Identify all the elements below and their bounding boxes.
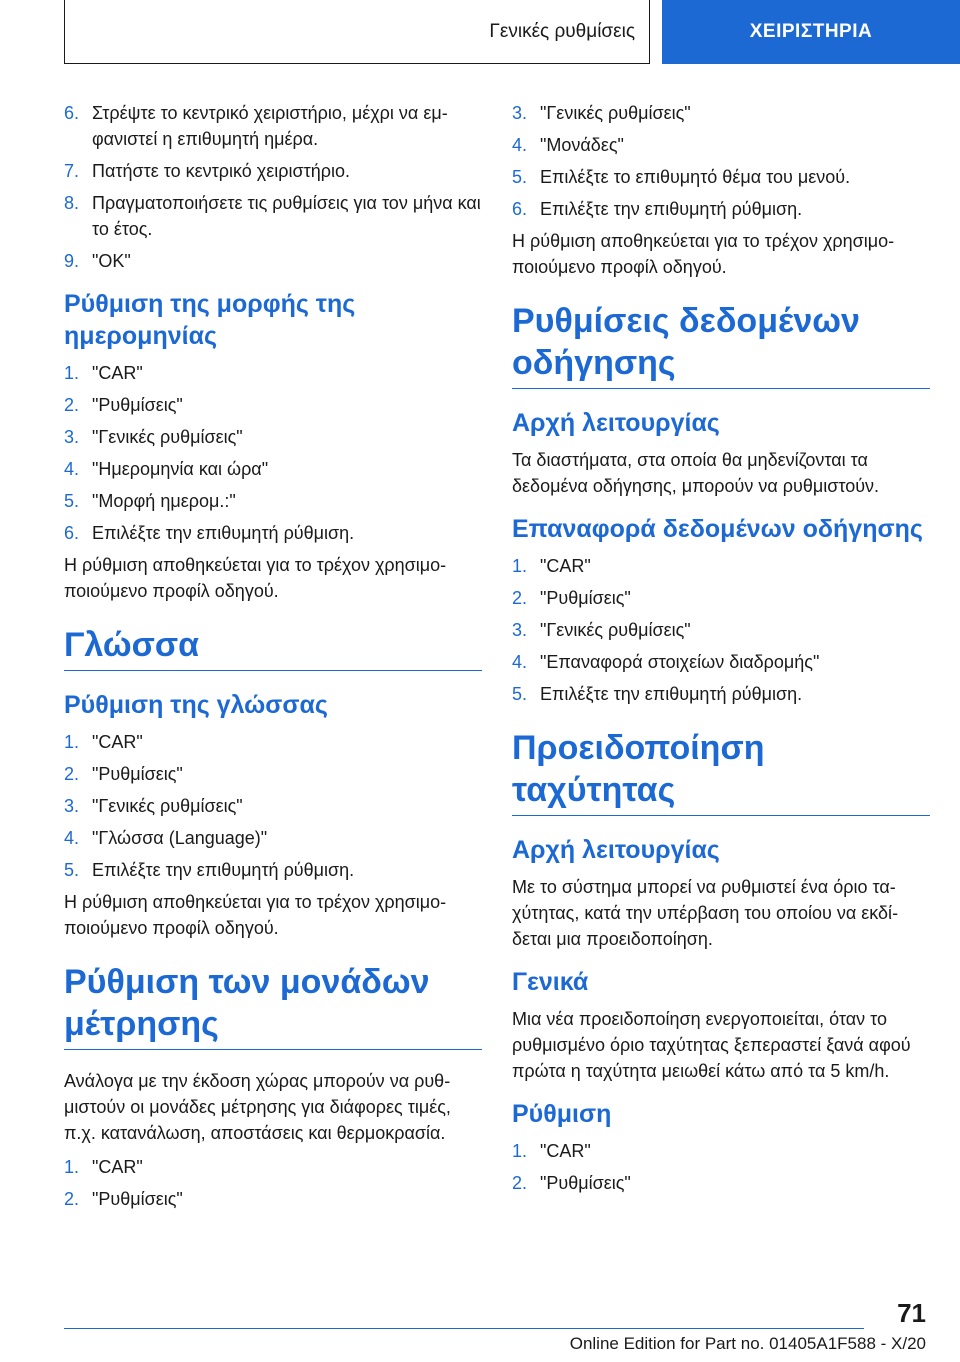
step-text: "Γενικές ρυθμίσεις" — [540, 103, 691, 123]
units-title: Ρύθμιση των μονάδων μέτρησης — [64, 961, 482, 1050]
left-column — [64, 100, 482, 1218]
list-item — [64, 100, 482, 152]
step-number: 5. — [512, 167, 528, 187]
step-number: 6. — [64, 523, 80, 543]
step-number: 2. — [512, 1173, 528, 1193]
list-item — [64, 793, 482, 819]
step-text: Επιλέξτε την επιθυμητή ρύθμιση. — [92, 523, 355, 543]
list-item — [512, 617, 930, 643]
step-number: 4. — [64, 459, 80, 479]
step-text: "CAR" — [540, 556, 591, 576]
speed-general-heading: Γενικά — [512, 968, 589, 996]
list-item — [512, 1170, 930, 1196]
step-number: 4. — [64, 828, 80, 848]
step-text: Επιλέξτε την επιθυμητή ρύθμιση. — [540, 684, 803, 704]
speed-setting-heading: Ρύθμιση — [512, 1100, 612, 1128]
units-steps-cont — [512, 100, 930, 222]
date-format-note: Η ρύθμιση αποθηκεύεται για το τρέχον χρησιμοποιούμενο προφίλ οδηγού. — [64, 555, 447, 601]
step-text: "CAR" — [540, 1141, 591, 1161]
driving-data-title: Ρυθμίσεις δεδομένων οδήγησης — [512, 300, 930, 389]
step-text: Πατήστε το κεντρικό χειριστήριο. — [92, 161, 350, 181]
list-item — [512, 196, 930, 222]
step-number: 7. — [64, 161, 80, 181]
step-text: "Επαναφορά στοιχείων διαδρομής" — [540, 652, 820, 672]
step-text: "Ρυθμίσεις" — [540, 1173, 631, 1193]
step-number: 3. — [512, 103, 528, 123]
list-item — [64, 761, 482, 787]
step-number: 3. — [64, 796, 80, 816]
step-number: 1. — [512, 1141, 528, 1161]
intro-steps — [64, 100, 482, 274]
step-text: Επιλέξτε την επιθυμητή ρύθμιση. — [540, 199, 803, 219]
list-item — [64, 729, 482, 755]
step-number: 9. — [64, 251, 80, 271]
list-item — [64, 520, 482, 546]
step-number: 6. — [64, 103, 80, 123]
step-text: "Ρυθμίσεις" — [540, 588, 631, 608]
step-number: 4. — [512, 135, 528, 155]
step-text: "Γενικές ρυθμίσεις" — [92, 796, 243, 816]
step-text: "Μορφή ημερομ.:" — [92, 491, 236, 511]
list-item — [64, 248, 482, 274]
driving-reset-steps — [512, 553, 930, 707]
language-note: Η ρύθμιση αποθηκεύεται για το τρέχον χρησιμοποιούμενο προφίλ οδηγού. — [64, 892, 447, 938]
list-item — [512, 132, 930, 158]
list-item — [512, 553, 930, 579]
step-number: 6. — [512, 199, 528, 219]
step-text: "Ρυθμίσεις" — [92, 764, 183, 784]
list-item — [512, 649, 930, 675]
step-number: 3. — [512, 620, 528, 640]
step-text: "Ημερομηνία και ώρα" — [92, 459, 269, 479]
list-item — [64, 825, 482, 851]
step-text: Επιλέξτε την επιθυμητή ρύθμιση. — [92, 860, 355, 880]
list-item — [64, 158, 482, 184]
step-text: "OK" — [92, 251, 131, 271]
list-item — [64, 456, 482, 482]
list-item — [64, 392, 482, 418]
list-item — [512, 164, 930, 190]
units-note: Η ρύθμιση αποθηκεύεται για το τρέχον χρησιμοποιούμενο προφίλ οδηγού. — [512, 231, 895, 277]
list-item — [64, 190, 482, 242]
driving-principle-heading: Αρχή λειτουργίας — [512, 409, 720, 437]
step-text: "Γλώσσα (Language)" — [92, 828, 268, 848]
language-title: Γλώσσα — [64, 624, 482, 671]
date-format-steps — [64, 360, 482, 546]
units-steps — [64, 1154, 482, 1212]
step-text: "CAR" — [92, 732, 143, 752]
speed-setting-steps — [512, 1138, 930, 1196]
step-text: "Μονάδες" — [540, 135, 624, 155]
list-item — [64, 1154, 482, 1180]
page-header — [0, 0, 960, 66]
list-item — [64, 360, 482, 386]
step-number: 1. — [64, 732, 80, 752]
driving-reset-heading: Επαναφορά δεδομένων οδήγησης — [512, 515, 923, 543]
step-number: 3. — [64, 427, 80, 447]
step-number: 5. — [512, 684, 528, 704]
step-text: "Γενικές ρυθμίσεις" — [92, 427, 243, 447]
list-item — [64, 488, 482, 514]
step-number: 5. — [64, 860, 80, 880]
step-text: "CAR" — [92, 1157, 143, 1177]
step-text: Επιλέξτε το επιθυμητό θέμα του μενού. — [540, 167, 851, 187]
footer-divider — [64, 1328, 864, 1329]
step-number: 2. — [64, 395, 80, 415]
step-text: Πραγματοποιήσετε τις ρυθμίσεις για τον μήνα και το έτος. — [92, 193, 481, 239]
language-heading: Ρύθμιση της γλώσσας — [64, 691, 328, 719]
list-item — [512, 1138, 930, 1164]
list-item — [512, 681, 930, 707]
step-number: 4. — [512, 652, 528, 672]
driving-principle-body: Τα διαστήματα, στα οποία θα μηδενίζονται τα δεδομένα οδήγησης, μπορούν να ρυθμιστούν. — [512, 450, 880, 496]
list-item — [64, 424, 482, 450]
step-number: 1. — [64, 1157, 80, 1177]
step-text: "CAR" — [92, 363, 143, 383]
language-steps — [64, 729, 482, 883]
list-item — [512, 585, 930, 611]
list-item — [512, 100, 930, 126]
step-text: "Ρυθμίσεις" — [92, 1189, 183, 1209]
list-item — [64, 1186, 482, 1212]
step-text: "Γενικές ρυθμίσεις" — [540, 620, 691, 640]
chapter-tab: ΧΕΙΡΙΣΤΗΡΙΑ — [662, 0, 960, 64]
right-column — [512, 100, 930, 1202]
step-text: Στρέψτε το κεντρικό χειριστήριο, μέχρι να εμφανιστεί η επιθυμητή ημέρα. — [92, 103, 448, 149]
step-number: 1. — [512, 556, 528, 576]
step-number: 2. — [64, 764, 80, 784]
step-number: 5. — [64, 491, 80, 511]
units-body: Ανάλογα με την έκδοση χώρας μπορούν να ρυθμιστούν οι μονάδες μέτρησης για διάφορες τιμές, π.χ. κατανάλωση, αποστάσεις και θερμοκρασία. — [64, 1071, 451, 1143]
step-text: "Ρυθμίσεις" — [92, 395, 183, 415]
step-number: 2. — [512, 588, 528, 608]
speed-principle-body: Με το σύστημα μπορεί να ρυθμιστεί ένα όριο ταχύτητας, κατά την υπέρβαση του οποίου να εκδίδεται μια προειδοποίηση. — [512, 877, 899, 949]
step-number: 8. — [64, 193, 80, 213]
section-title: Γενικές ρυθμίσεις — [64, 0, 650, 64]
date-format-heading: Ρύθμιση της μορφής της ημερομηνίας — [64, 290, 356, 350]
edition-info: Online Edition for Part no. 01405A1F588 - X/20 — [569, 1334, 926, 1353]
step-number: 1. — [64, 363, 80, 383]
list-item — [64, 857, 482, 883]
step-number: 2. — [64, 1189, 80, 1209]
page-number: 71 — [897, 1298, 926, 1328]
speed-general-body: Μια νέα προειδοποίηση ενεργοποιείται, όταν το ρυθμισμένο όριο ταχύτητας ξεπεραστεί ξανά αφού πρώτα η ταχύτητα μειωθεί κάτω από τα 5 km/h. — [512, 1009, 911, 1081]
speed-principle-heading: Αρχή λειτουργίας — [512, 836, 720, 864]
speed-warning-title: Προειδοποίηση ταχύτητας — [512, 727, 930, 816]
